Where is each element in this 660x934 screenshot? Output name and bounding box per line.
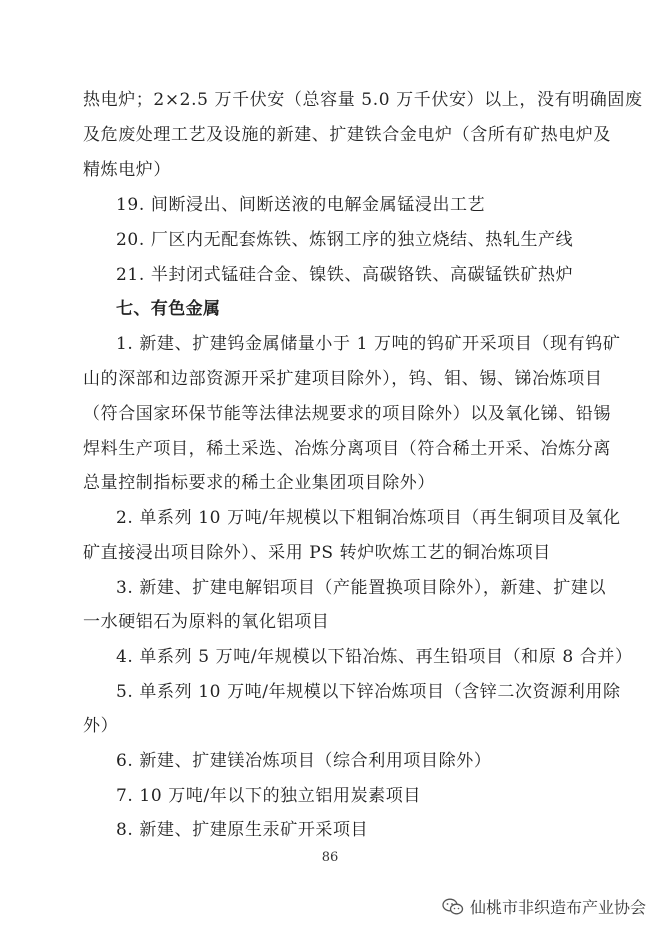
list-item: 1. 新建、扩建钨金属储量小于 1 万吨的钨矿开采项目（现有钨矿 [116,334,621,354]
text-line: 一水硬铝石为原料的氧化铝项目 [83,612,330,632]
wechat-icon [442,898,464,916]
list-item: 4. 单系列 5 万吨/年规模以下铅冶炼、再生铅项目（和原 8 合并） [116,647,633,667]
watermark-text: 仙桃市非织造布产业协会 [469,898,646,917]
text-line: 热电炉；2×2.5 万千伏安（总容量 5.0 万千伏安）以上，没有明确固废 [83,90,643,110]
list-item: 8. 新建、扩建原生汞矿开采项目 [116,820,369,840]
text-line: 外） [83,716,119,736]
text-line: 精炼电炉） [83,160,171,180]
list-item: 7. 10 万吨/年以下的独立铝用炭素项目 [116,786,421,806]
text-line: （符合国家环保节能等法律法规要求的项目除外）以及氧化锑、铅锡 [83,404,611,424]
list-item: 19. 间断浸出、间断送液的电解金属锰浸出工艺 [116,195,486,215]
section-heading: 七、有色金属 [116,299,221,319]
watermark [442,895,646,918]
list-item: 2. 单系列 10 万吨/年规模以下粗铜冶炼项目（再生铜项目及氧化 [116,508,621,528]
text-line: 及危废处理工艺及设施的新建、扩建铁合金电炉（含所有矿热电炉及 [83,125,611,145]
text-line: 焊料生产项目，稀土采选、冶炼分离项目（符合稀土开采、冶炼分离 [83,439,611,459]
list-item: 21. 半封闭式锰硅合金、镍铁、高碳铬铁、高碳锰铁矿热炉 [116,265,574,285]
text-line: 矿直接浸出项目除外）、采用 PS 转炉吹炼工艺的铜冶炼项目 [83,543,551,563]
list-item: 3. 新建、扩建电解铝项目（产能置换项目除外），新建、扩建以 [116,578,607,598]
list-item: 20. 厂区内无配套炼铁、炼钢工序的独立烧结、热轧生产线 [116,230,574,250]
text-line: 山的深部和边部资源开采扩建项目除外），钨、钼、锡、锑冶炼项目 [83,369,603,389]
text-line: 总量控制指标要求的稀土企业集团项目除外） [83,473,435,493]
list-item: 5. 单系列 10 万吨/年规模以下锌冶炼项目（含锌二次资源利用除 [116,682,621,702]
page-number: 86 [321,850,339,865]
list-item: 6. 新建、扩建镁冶炼项目（综合利用项目除外） [116,751,492,771]
